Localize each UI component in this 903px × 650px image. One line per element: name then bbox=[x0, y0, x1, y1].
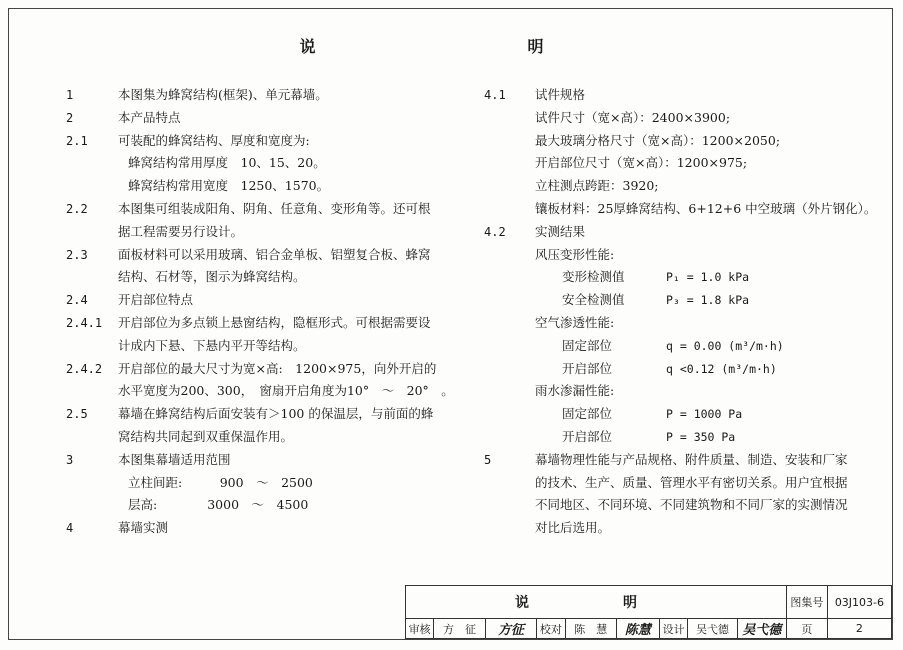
checker-signature: 陈慧 bbox=[616, 619, 659, 639]
clause-number bbox=[484, 517, 535, 540]
measurement-label: 开启部位 bbox=[562, 360, 613, 376]
clause-number bbox=[484, 358, 535, 381]
clause-text: 试件规格 bbox=[535, 87, 586, 102]
clause-line bbox=[484, 84, 884, 107]
clause-line bbox=[66, 198, 456, 221]
clause-text: 试件尺寸（宽×高）：2400×3900; bbox=[535, 109, 731, 125]
design-label: 设计 bbox=[659, 619, 687, 639]
clause-text: 窝结构共同起到双重保温作用。 bbox=[118, 428, 294, 444]
clause-text: 开启部位为多点锁上悬窗结构，隐框形式。可根据需要设 bbox=[118, 314, 431, 330]
clause-text: 实测结果 bbox=[535, 223, 586, 239]
measurement-label: 变形检测值 bbox=[562, 269, 625, 285]
clause-text: 的技术、生产、质量、管理水平有密切关系。用户宜根据 bbox=[535, 474, 848, 490]
clause-number bbox=[66, 152, 118, 175]
clause-text: 结构、石材等，图示为蜂窝结构。 bbox=[118, 269, 306, 285]
clause-text: 风压变形性能: bbox=[535, 246, 615, 262]
clause-text: 本产品特点 bbox=[118, 109, 181, 125]
measurement-value: q = 0.00 (m³/m·h) bbox=[666, 338, 784, 353]
clause-text: 开启部位尺寸（宽×高）：1200×975; bbox=[535, 155, 748, 171]
clause-number: 2.4 bbox=[66, 293, 88, 308]
title-block bbox=[405, 585, 892, 639]
clause-number bbox=[484, 107, 535, 130]
designer: 吴弋德 bbox=[688, 619, 737, 639]
clause-text: 幕墙实测 bbox=[118, 520, 169, 536]
page-label: 页 bbox=[786, 619, 827, 639]
clause-text: 对比后选用。 bbox=[535, 520, 611, 536]
clause-number bbox=[484, 152, 535, 175]
clause-line bbox=[484, 517, 884, 540]
clause-line bbox=[66, 266, 456, 289]
clause-line bbox=[484, 449, 884, 472]
clause-line bbox=[484, 358, 884, 381]
clause-number: 1 bbox=[66, 88, 74, 102]
clause-line bbox=[66, 380, 456, 403]
clause-line bbox=[66, 152, 456, 175]
measurement-value: P₁ = 1.0 kPa bbox=[666, 270, 750, 285]
clause-line bbox=[66, 312, 456, 335]
clause-line bbox=[66, 289, 456, 312]
clause-text: 空气渗透性能: bbox=[535, 314, 615, 330]
clause-number bbox=[66, 175, 118, 198]
clause-line bbox=[66, 494, 456, 517]
clause-line bbox=[66, 221, 456, 244]
right-column bbox=[484, 84, 884, 540]
clause-text: 开启部位的最大尺寸为宽×高: 1200×975，向外开启的 bbox=[118, 360, 437, 376]
clause-number: 4 bbox=[66, 521, 74, 536]
clause-line bbox=[484, 403, 884, 426]
clause-number: 2.3 bbox=[66, 247, 88, 262]
clause-text: 据工程需要另行设计。 bbox=[118, 223, 244, 239]
clause-line bbox=[484, 221, 884, 244]
clause-line bbox=[484, 472, 884, 495]
measurement bbox=[535, 335, 884, 358]
left-column bbox=[66, 84, 456, 540]
clause-line bbox=[66, 358, 456, 381]
clause-line bbox=[66, 175, 456, 198]
clause-line bbox=[66, 130, 456, 153]
clause-text: 本图集可组装成阳角、阴角、任意角、变形角等。还可根 bbox=[118, 200, 431, 216]
clause-text: 开启部位特点 bbox=[118, 292, 194, 308]
page-number: 2 bbox=[827, 619, 891, 639]
clause-number bbox=[484, 198, 535, 221]
clause-line bbox=[484, 312, 884, 335]
atlas-label: 图集号 bbox=[786, 586, 827, 619]
measurement bbox=[535, 289, 884, 312]
clause-line bbox=[484, 494, 884, 517]
clause-number bbox=[66, 380, 118, 403]
clause-line bbox=[484, 107, 884, 130]
clause-line bbox=[484, 152, 884, 175]
clause-line bbox=[484, 335, 884, 358]
clause-line bbox=[484, 198, 884, 221]
clause-line bbox=[484, 426, 884, 449]
measurement-label: 安全检测值 bbox=[562, 292, 625, 308]
measurement bbox=[535, 403, 884, 426]
measurement bbox=[535, 426, 884, 449]
clause-line bbox=[484, 244, 884, 267]
measurement-value: P = 1000 Pa bbox=[666, 407, 743, 422]
clause-number bbox=[484, 472, 535, 495]
clause-text: 面板材料可以采用玻璃、铝合金单板、铝塑复合板、蜂窝 bbox=[118, 246, 431, 262]
clause-text: 最大玻璃分格尺寸（宽×高）：1200×2050; bbox=[535, 132, 781, 148]
clause-number bbox=[66, 266, 118, 289]
page-title: 说 明 bbox=[299, 37, 604, 56]
clause-number bbox=[484, 380, 535, 403]
clause-text: 幕墙在蜂窝结构后面安装有＞100 的保温层，与前面的蜂 bbox=[118, 406, 434, 422]
clause-number bbox=[484, 175, 535, 198]
clause-number bbox=[484, 426, 535, 449]
clause-line bbox=[484, 175, 884, 198]
atlas-number: 03J103-6 bbox=[827, 586, 891, 619]
title-block-name: 说 明 bbox=[406, 586, 787, 619]
clause-number bbox=[484, 494, 535, 517]
reviewer: 方 征 bbox=[434, 619, 485, 639]
clause-number bbox=[484, 266, 535, 289]
check-label: 校对 bbox=[537, 619, 565, 639]
clause-number: 2 bbox=[66, 110, 74, 125]
clause-line bbox=[484, 380, 884, 403]
clause-text: 立柱间距: 900 ～ 2500 bbox=[128, 474, 313, 490]
clause-number bbox=[484, 244, 535, 267]
clause-number: 2.1 bbox=[66, 133, 88, 148]
clause-text: 层高: 3000 ～ 4500 bbox=[128, 497, 309, 513]
measurement bbox=[535, 358, 884, 381]
clause-line bbox=[66, 517, 456, 540]
clause-line bbox=[484, 266, 884, 289]
clause-number: 2.4.1 bbox=[66, 315, 103, 330]
measurement-label: 开启部位 bbox=[562, 428, 613, 444]
clause-text: 雨水渗漏性能: bbox=[535, 383, 615, 399]
clause-number bbox=[66, 426, 118, 449]
clause-line bbox=[66, 472, 456, 495]
clause-number: 4.1 bbox=[484, 88, 506, 102]
clause-number bbox=[66, 494, 118, 517]
clause-number bbox=[484, 312, 535, 335]
measurement-value: P = 350 Pa bbox=[666, 429, 736, 444]
measurement-value: q <0.12 (m³/m·h) bbox=[666, 361, 777, 376]
checker: 陈 慧 bbox=[565, 619, 616, 639]
clause-number bbox=[484, 289, 535, 312]
clause-text: 不同地区、不同环境、不同建筑物和不同厂家的实测情况 bbox=[535, 497, 848, 513]
measurement-value: P₃ = 1.8 kPa bbox=[666, 293, 750, 308]
clause-number bbox=[484, 130, 535, 153]
clause-text: 计成内下悬、下悬内平开等结构。 bbox=[118, 337, 306, 353]
clause-text: 镶板材料：25厚蜂窝结构、6+12+6 中空玻璃（外片钢化）。 bbox=[535, 200, 877, 216]
clause-number: 5 bbox=[484, 452, 492, 467]
clause-line bbox=[66, 426, 456, 449]
clause-number: 4.2 bbox=[484, 224, 506, 239]
clause-line bbox=[66, 244, 456, 267]
clause-number bbox=[484, 403, 535, 426]
reviewer-signature: 方征 bbox=[485, 619, 536, 639]
clause-text: 立柱测点跨距：3920; bbox=[535, 178, 659, 194]
clause-number: 3 bbox=[66, 452, 74, 467]
clause-line bbox=[66, 107, 456, 130]
measurement-label: 固定部位 bbox=[562, 337, 613, 353]
clause-number bbox=[484, 335, 535, 358]
clause-number bbox=[66, 472, 118, 495]
clause-text: 可装配的蜂窝结构、厚度和宽度为: bbox=[118, 132, 310, 148]
clause-number: 2.5 bbox=[66, 407, 88, 422]
clause-number: 2.4.2 bbox=[66, 361, 103, 376]
clause-line bbox=[66, 449, 456, 472]
clause-text: 蜂窝结构常用厚度 10、15、20。 bbox=[128, 155, 326, 171]
clause-text: 幕墙物理性能与产品规格、附件质量、制造、安装和厂家 bbox=[535, 451, 848, 467]
clause-line bbox=[484, 289, 884, 312]
clause-line bbox=[66, 335, 456, 358]
clause-text: 蜂窝结构常用宽度 1250、1570。 bbox=[128, 178, 330, 194]
clause-number bbox=[66, 221, 118, 244]
clause-text: 水平宽度为200、300， 窗扇开启角度为10° ～ 20° 。 bbox=[118, 383, 454, 399]
clause-line bbox=[484, 130, 884, 153]
measurement-label: 固定部位 bbox=[562, 406, 613, 422]
clause-number bbox=[66, 335, 118, 358]
clause-text: 本图集为蜂窝结构(框架)、单元幕墙。 bbox=[118, 87, 328, 102]
clause-line bbox=[66, 84, 456, 107]
designer-signature: 吴弋德 bbox=[737, 619, 786, 639]
clause-number: 2.2 bbox=[66, 201, 88, 216]
clause-text: 本图集幕墙适用范围 bbox=[118, 451, 231, 467]
clause-line bbox=[66, 403, 456, 426]
measurement bbox=[535, 266, 884, 289]
review-label: 审核 bbox=[406, 619, 434, 639]
